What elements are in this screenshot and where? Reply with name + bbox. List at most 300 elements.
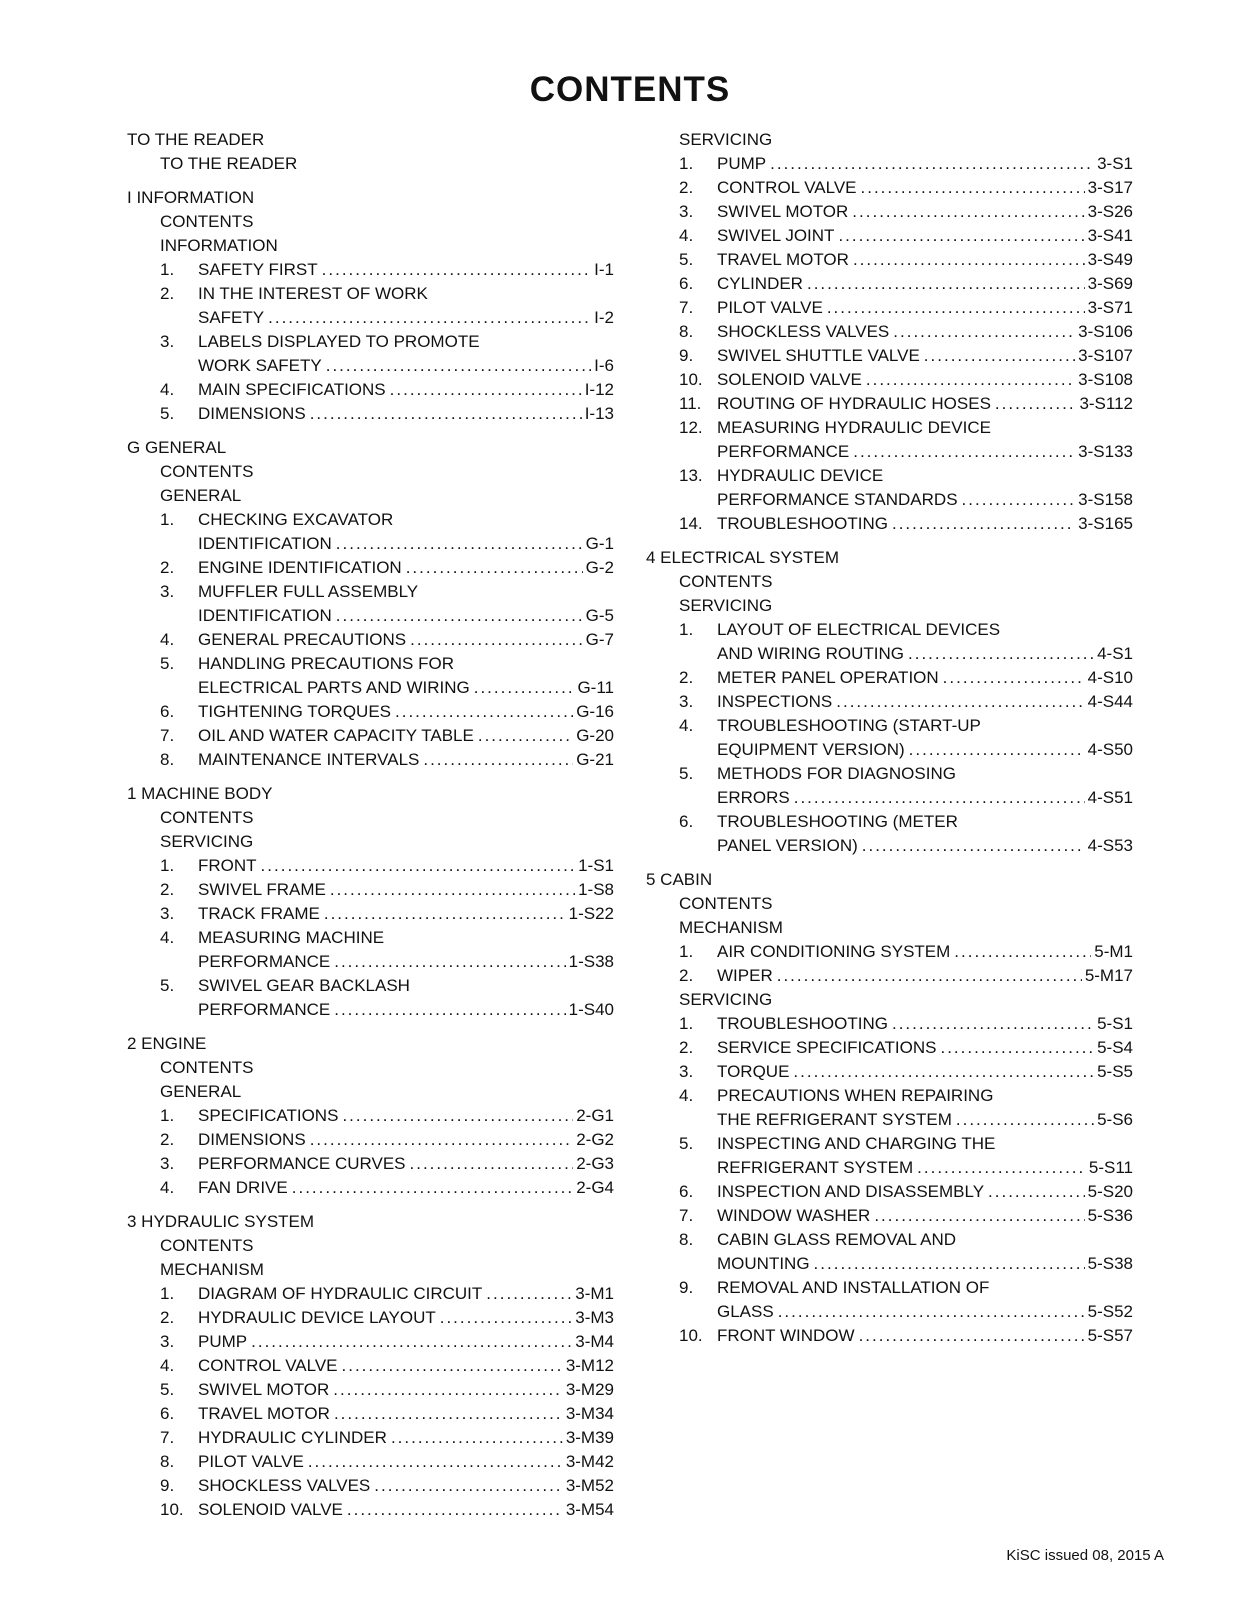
entry-title: TROUBLESHOOTING [717,1014,888,1033]
toc-entry [160,902,614,926]
entry-body [198,1176,614,1200]
entry-body [717,512,1133,536]
section-subheading: CONTENTS [160,808,254,827]
entry-body [717,964,1133,988]
toc-entry [160,402,614,426]
page-ref: 4-S53 [1087,836,1133,855]
entry-line [198,1378,614,1402]
page-ref: 2-G3 [576,1154,614,1173]
entry-line [198,628,614,652]
entry-body [717,1228,1133,1276]
dot-leader [909,738,1085,762]
entry-number: 4. [679,226,694,245]
toc-entry [679,1276,1133,1324]
entry-line [198,1450,614,1474]
entry-title: ERRORS [717,788,790,807]
entry-number: 7. [160,1428,175,1447]
entry-line [717,392,1133,416]
dot-leader [794,786,1085,810]
entry-title: SAFETY [198,308,265,327]
toc-entry [160,926,614,974]
entry-line [717,488,1133,512]
dot-leader [406,556,583,580]
entry-line [717,618,1133,642]
entry-line [198,354,614,378]
entry-title: INSPECTIONS [717,692,833,711]
entry-number: 7. [679,1206,694,1225]
page-ref: 3-M1 [575,1284,614,1303]
entry-title: INSPECTION AND DISASSEMBLY [717,1182,985,1201]
entry-title: INSPECTING AND CHARGING THE [717,1134,996,1153]
dot-leader [777,964,1082,988]
entry-body [717,296,1133,320]
dot-leader [261,854,576,878]
entry-body [198,652,614,700]
entry-line [198,998,614,1022]
dot-leader [770,152,1094,176]
entry-number: 5. [160,976,175,995]
page-ref: 3-S133 [1078,442,1133,461]
entry-number: 3. [160,332,175,351]
dot-leader [874,1204,1084,1228]
dot-leader [859,1324,1085,1348]
entry-line [717,512,1133,536]
toc-entry [679,512,1133,536]
entry-line [198,556,614,580]
entry-body [717,714,1133,762]
entry-title: GENERAL PRECAUTIONS [198,630,407,649]
toc-entry [679,690,1133,714]
entry-title: TROUBLESHOOTING (START-UP [717,716,981,735]
section-heading: 3 HYDRAULIC SYSTEM [127,1212,315,1231]
entry-number: 3. [160,1332,175,1351]
toc-entry [679,940,1133,964]
entry-title: IN THE INTEREST OF WORK [198,284,428,303]
section-subheading: GENERAL [160,486,242,505]
entry-line [717,152,1133,176]
page-ref: 3-M34 [565,1404,614,1423]
entry-line [198,1104,614,1128]
section-subheading: CONTENTS [679,894,773,913]
page-ref: 1-S8 [578,880,614,899]
entry-body [198,1306,614,1330]
page-ref: I-6 [594,356,614,375]
page-ref: I-12 [584,380,614,399]
section-subheading: SERVICING [679,130,773,149]
page-ref: 3-S112 [1079,394,1133,413]
entry-body [198,854,614,878]
dot-leader [334,998,565,1022]
entry-line [717,714,1133,738]
entry-body [717,618,1133,666]
entry-line [198,950,614,974]
section-subheading: GENERAL [160,1082,242,1101]
entry-body [198,1474,614,1498]
entry-line [198,580,614,604]
page-ref: 3-M39 [565,1428,614,1447]
entry-title: WORK SAFETY [198,356,322,375]
page-ref: 1-S1 [578,856,614,875]
dot-leader [892,512,1075,536]
entry-number: 3. [679,202,694,221]
toc-entry [160,700,614,724]
toc-entry [160,1402,614,1426]
entry-line [717,248,1133,272]
entry-body [717,320,1133,344]
page-ref: 1-S40 [568,1000,614,1019]
entry-title: THE REFRIGERANT SYSTEM [717,1110,952,1129]
entry-title: SHOCKLESS VALVES [717,322,890,341]
entry-body [198,974,614,1022]
section-heading: I INFORMATION [127,188,255,207]
entry-body [198,1498,614,1522]
entry-title: SWIVEL MOTOR [717,202,849,221]
toc-entry [160,1330,614,1354]
entry-title: EQUIPMENT VERSION) [717,740,905,759]
entry-title: PERFORMANCE [717,442,850,461]
entry-title: TIGHTENING TORQUES [198,702,392,721]
entry-line [717,1252,1133,1276]
toc-columns [127,128,1133,1522]
page-ref: G-5 [585,606,614,625]
entry-title: LAYOUT OF ELECTRICAL DEVICES [717,620,1001,639]
entry-body [198,748,614,772]
toc-entry [679,296,1133,320]
entry-title: SAFETY FIRST [198,260,318,279]
entry-title: SOLENOID VALVE [198,1500,343,1519]
entry-title: METHODS FOR DIAGNOSING [717,764,956,783]
entry-title: TRACK FRAME [198,904,320,923]
entry-title: FRONT [198,856,257,875]
page-ref: 5-M1 [1094,942,1133,961]
entry-line [198,306,614,330]
dot-leader [474,676,575,700]
toc-entry [160,974,614,1022]
page-ref: 5-S5 [1097,1062,1133,1081]
dot-leader [853,248,1085,272]
entry-body [198,902,614,926]
page-ref: 2-G2 [576,1130,614,1149]
entry-title: HANDLING PRECAUTIONS FOR [198,654,454,673]
toc-column-2 [646,128,1133,1348]
entry-number: 2. [160,1130,175,1149]
page-ref: I-1 [594,260,614,279]
entry-title: SHOCKLESS VALVES [198,1476,371,1495]
entry-body [198,580,614,628]
entry-line [198,700,614,724]
entry-body [198,1378,614,1402]
entry-line [198,902,614,926]
entry-body [198,508,614,556]
toc-entry [160,1282,614,1306]
entry-line [717,738,1133,762]
section-heading: 2 ENGINE [127,1034,207,1053]
entry-title: HYDRAULIC CYLINDER [198,1428,387,1447]
page-ref: 2-G4 [576,1178,614,1197]
entry-title: CONTROL VALVE [198,1356,338,1375]
page-ref: 3-S158 [1078,490,1133,509]
toc-entry [679,618,1133,666]
entry-line [198,1128,614,1152]
page-ref: 3-S41 [1087,226,1133,245]
entry-line [717,1132,1133,1156]
page-ref: 3-S165 [1078,514,1133,533]
entry-line [717,1228,1133,1252]
toc-entry [679,810,1133,858]
section-subheading: MECHANISM [679,918,783,937]
dot-leader [866,368,1075,392]
toc-entry [679,368,1133,392]
entry-body [717,1324,1133,1348]
toc-entry [679,224,1133,248]
entry-body [717,762,1133,810]
dot-leader [478,724,573,748]
entry-body [717,464,1133,512]
entry-title: PANEL VERSION) [717,836,858,855]
page-ref: 3-S107 [1078,346,1133,365]
page-ref: 5-M17 [1084,966,1133,985]
entry-body [198,282,614,330]
entry-body [717,1060,1133,1084]
entry-number: 1. [160,1284,175,1303]
entry-number: 7. [679,298,694,317]
entry-title: AND WIRING ROUTING [717,644,904,663]
toc-entry [679,176,1133,200]
entry-number: 10. [679,1326,703,1345]
page-ref: 3-M52 [565,1476,614,1495]
page-ref: 4-S44 [1087,692,1133,711]
entry-number: 14. [679,514,703,533]
entry-body [198,1450,614,1474]
dot-leader [330,878,575,902]
dot-leader [778,1300,1085,1324]
entry-line [717,1084,1133,1108]
entry-title: PRECAUTIONS WHEN REPAIRING [717,1086,994,1105]
entry-title: TROUBLESHOOTING [717,514,888,533]
entry-line [717,416,1133,440]
section-subheading: CONTENTS [160,1236,254,1255]
toc-entry [160,628,614,652]
section-subheading: INFORMATION [160,236,278,255]
entry-body [198,1104,614,1128]
entry-body [198,1128,614,1152]
dot-leader [852,200,1084,224]
entry-number: 6. [679,1182,694,1201]
entry-number: 2. [160,558,175,577]
entry-line [198,926,614,950]
page-ref: 1-S22 [568,904,614,923]
entry-body [717,1132,1133,1180]
entry-line [717,1156,1133,1180]
section-subheading: CONTENTS [160,462,254,481]
entry-line [717,1060,1133,1084]
entry-line [198,676,614,700]
toc-entry [679,762,1133,810]
entry-line [717,1180,1133,1204]
entry-title: HYDRAULIC DEVICE LAYOUT [198,1308,436,1327]
entry-line [198,1152,614,1176]
entry-body [198,926,614,974]
toc-entry [160,556,614,580]
page-ref: G-20 [576,726,614,745]
entry-number: 5. [160,404,175,423]
section-heading: TO THE READER [127,130,265,149]
dot-leader [326,354,591,378]
entry-body [198,878,614,902]
page-ref: 3-M54 [565,1500,614,1519]
entry-number: 6. [160,1404,175,1423]
dot-leader [814,1252,1085,1276]
entry-line [717,810,1133,834]
entry-number: 13. [679,466,703,485]
entry-title: PERFORMANCE STANDARDS [717,490,958,509]
entry-number: 1. [679,1014,694,1033]
entry-line [198,532,614,556]
entry-line [198,1282,614,1306]
dot-leader [333,1378,563,1402]
dot-leader [410,628,583,652]
entry-line [717,200,1133,224]
page-ref: 3-M29 [565,1380,614,1399]
entry-title: PERFORMANCE [198,1000,331,1019]
dot-leader [336,604,583,628]
toc-entry [679,416,1133,464]
dot-leader [342,1354,563,1378]
entry-line [717,296,1133,320]
entry-body [717,344,1133,368]
toc-entry [160,1128,614,1152]
entry-number: 8. [679,1230,694,1249]
section-heading: G GENERAL [127,438,227,457]
entry-title: MAIN SPECIFICATIONS [198,380,386,399]
entry-body [717,224,1133,248]
entry-number: 9. [679,346,694,365]
dot-leader [988,1180,1085,1204]
entry-title: SWIVEL SHUTTLE VALVE [717,346,920,365]
page-ref: I-2 [594,308,614,327]
page-ref: 5-S52 [1087,1302,1133,1321]
section-subheading: CONTENTS [160,212,254,231]
entry-title: FRONT WINDOW [717,1326,855,1345]
entry-number: 11. [679,394,702,413]
entry-body [198,330,614,378]
entry-number: 2. [160,880,175,899]
toc-entry [160,1450,614,1474]
dot-leader [917,1156,1086,1180]
entry-line [198,878,614,902]
entry-title: IDENTIFICATION [198,606,332,625]
page-ref: 4-S50 [1087,740,1133,759]
entry-number: 4. [160,1178,175,1197]
toc-entry [160,1152,614,1176]
entry-line [717,1276,1133,1300]
entry-number: 8. [160,750,175,769]
entry-title: METER PANEL OPERATION [717,668,939,687]
page-ref: 3-M4 [575,1332,614,1351]
dot-leader [893,320,1075,344]
page-ref: 3-S106 [1078,322,1133,341]
dot-leader [374,1474,563,1498]
toc-entry [160,580,614,628]
entry-title: MEASURING HYDRAULIC DEVICE [717,418,991,437]
entry-title: SERVICE SPECIFICATIONS [717,1038,937,1057]
toc-entry [679,666,1133,690]
entry-number: 2. [679,668,694,687]
entry-title: AIR CONDITIONING SYSTEM [717,942,951,961]
entry-body [198,700,614,724]
page-ref: 3-S26 [1087,202,1133,221]
page-ref: 5-S6 [1097,1110,1133,1129]
entry-number: 9. [679,1278,694,1297]
dot-leader [395,700,573,724]
entry-title: GLASS [717,1302,774,1321]
entry-number: 2. [679,1038,694,1057]
toc-entry [160,854,614,878]
page-title: CONTENTS [529,70,731,109]
dot-leader [486,1282,572,1306]
entry-title: CYLINDER [717,274,803,293]
entry-line [717,1300,1133,1324]
entry-body [717,1204,1133,1228]
entry-title: TRAVEL MOTOR [198,1404,330,1423]
entry-title: DIAGRAM OF HYDRAULIC CIRCUIT [198,1284,483,1303]
page-ref: 2-G1 [576,1106,614,1125]
dot-leader [807,272,1085,296]
dot-leader [861,176,1085,200]
entry-number: 4. [160,630,175,649]
toc-entry [679,320,1133,344]
dot-leader [943,666,1085,690]
toc-entry [679,152,1133,176]
entry-line [717,464,1133,488]
entry-body [198,378,614,402]
entry-title: CONTROL VALVE [717,178,857,197]
entry-line [717,666,1133,690]
toc-entry [160,282,614,330]
page-ref: 4-S51 [1087,788,1133,807]
entry-body [198,724,614,748]
entry-body [717,200,1133,224]
entry-body [198,1426,614,1450]
entry-body [717,272,1133,296]
page-ref: 3-S17 [1087,178,1133,197]
entry-title: SOLENOID VALVE [717,370,862,389]
entry-line [717,964,1133,988]
dot-leader [308,1450,563,1474]
dot-leader [956,1108,1094,1132]
entry-line [717,1324,1133,1348]
entry-number: 3. [160,582,175,601]
entry-number: 3. [160,1154,175,1173]
entry-number: 2. [160,284,175,303]
entry-line [717,368,1133,392]
entry-line [198,1402,614,1426]
toc-entry [160,508,614,556]
entry-title: ENGINE IDENTIFICATION [198,558,402,577]
toc-entry [160,1354,614,1378]
entry-line [198,1306,614,1330]
entry-number: 1. [679,154,694,173]
entry-body [198,1330,614,1354]
entry-title: FAN DRIVE [198,1178,288,1197]
entry-line [717,940,1133,964]
entry-number: 1. [160,510,175,529]
entry-title: SWIVEL FRAME [198,880,326,899]
toc-entry [679,1324,1133,1348]
toc-entry [679,1036,1133,1060]
dot-leader [334,950,565,974]
entry-line [717,1012,1133,1036]
